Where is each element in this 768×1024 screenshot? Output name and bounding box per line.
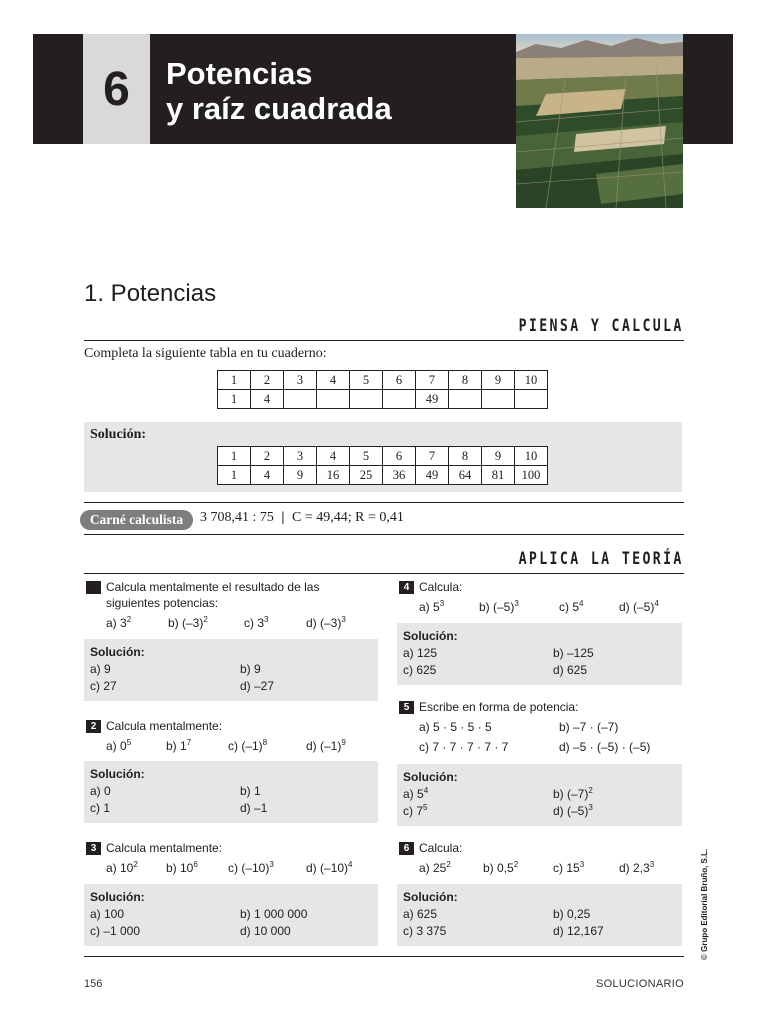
- item-d: d) (–5): [619, 600, 655, 614]
- table-cell: 9: [284, 466, 317, 485]
- exponent: 2: [588, 786, 593, 795]
- exponent: 2: [446, 860, 451, 869]
- exponent: 3: [579, 860, 585, 869]
- divider: [84, 534, 684, 535]
- table-cell: 81: [482, 466, 515, 485]
- table-cell: 3: [284, 371, 317, 390]
- table-cell: 9: [482, 371, 515, 390]
- item-b: b) 1: [166, 739, 187, 753]
- exponent: 8: [262, 738, 268, 747]
- item-a: a) 3: [106, 616, 127, 630]
- solution-item: c) 1: [90, 801, 111, 815]
- solution-box: [397, 623, 682, 685]
- item-d: d) (–3): [306, 616, 342, 630]
- solution-item: b) –125: [553, 646, 594, 660]
- item-b: b) 10: [166, 861, 194, 875]
- table-cell: 5: [350, 447, 383, 466]
- exponent: 3: [649, 860, 655, 869]
- solution-box: [84, 639, 378, 701]
- exponent: 2: [133, 860, 138, 869]
- item-c: c) (–10): [228, 861, 270, 875]
- carne-calculista-badge: Carné calculista: [80, 510, 193, 530]
- item-a: a) 25: [419, 861, 447, 875]
- table-cell: 36: [383, 466, 416, 485]
- banner-aplica-teoria: APLICA LA TEORÍA: [518, 549, 684, 569]
- solution-box: [397, 884, 682, 946]
- chapter-title-line1: Potencias: [166, 56, 313, 91]
- table-cell: 1: [218, 466, 251, 485]
- copyright-notice: © Grupo Editorial Bruño, S.L.: [700, 848, 709, 960]
- exercise-3: [86, 840, 376, 876]
- solution-table: [217, 446, 548, 485]
- exponent: 3: [264, 615, 269, 624]
- table-cell: [515, 390, 548, 409]
- exponent: 3: [269, 860, 274, 869]
- exponent: 5: [423, 803, 428, 812]
- exercise-number: 6: [399, 842, 414, 855]
- table-row: [218, 466, 548, 485]
- table-cell: 49: [416, 390, 449, 409]
- solution-item: d) 10 000: [240, 924, 291, 938]
- exercise-number: 1: [86, 581, 101, 594]
- exponent: 9: [341, 738, 346, 747]
- exponent: 4: [579, 599, 584, 608]
- divider: [84, 956, 684, 957]
- solution-item: d) (–5): [553, 804, 589, 818]
- exercise-text: Calcula mentalmente el resultado de las siguientes potencias:: [106, 580, 320, 610]
- banner-piensa-calcula: PIENSA Y CALCULA: [518, 316, 684, 336]
- separator-bar: |: [281, 510, 285, 525]
- carne-calculista-text: [200, 510, 404, 526]
- solution-item: c) 7: [403, 804, 424, 818]
- table-cell: [383, 390, 416, 409]
- exercise-text: Calcula mentalmente:: [106, 719, 223, 733]
- table-cell: 25: [350, 466, 383, 485]
- solution-item: a) 625: [403, 907, 438, 921]
- exercise-4: [399, 579, 684, 615]
- solution-item: a) 9: [90, 662, 111, 676]
- question-table: [217, 370, 548, 409]
- table-cell: 7: [416, 447, 449, 466]
- item-d: d) (–1): [306, 739, 342, 753]
- solution-item: b) (–7): [553, 787, 589, 801]
- item-b: b) (–3): [168, 616, 204, 630]
- item-d: d) –5 · (–5) · (–5): [559, 740, 651, 754]
- solution-label: Solución:: [90, 890, 145, 904]
- solution-item: b) 9: [240, 662, 261, 676]
- item-d: d) (–10): [306, 861, 349, 875]
- solution-item: a) 100: [90, 907, 125, 921]
- table-cell: 8: [449, 371, 482, 390]
- item-c: c) (–1): [228, 739, 263, 753]
- table-cell: 3: [284, 447, 317, 466]
- solution-item: a) 0: [90, 784, 111, 798]
- table-cell: 100: [515, 466, 548, 485]
- table-row: [218, 390, 548, 409]
- solution-item: b) 1 000 000: [240, 907, 308, 921]
- item-c: c) 7 · 7 · 7 · 7 · 7: [419, 740, 509, 754]
- exponent: 7: [186, 738, 192, 747]
- exercise-number: 3: [86, 842, 101, 855]
- table-cell: 2: [251, 447, 284, 466]
- solution-label: Solución:: [403, 890, 458, 904]
- table-cell: 1: [218, 371, 251, 390]
- exponent: 3: [588, 803, 593, 812]
- landscape-photo: [516, 34, 683, 208]
- table-cell: 10: [515, 371, 548, 390]
- table-row: [218, 371, 548, 390]
- exponent: 4: [423, 786, 429, 795]
- table-cell: [317, 390, 350, 409]
- solution-box: [84, 761, 378, 823]
- table-row: [218, 447, 548, 466]
- solution-item: b) 1: [240, 784, 261, 798]
- item-a: a) 5 · 5 · 5 · 5: [419, 720, 492, 734]
- solution-item: c) –1 000: [90, 924, 141, 938]
- chapter-number: 6: [83, 34, 150, 144]
- solution-label: Solución:: [90, 767, 145, 781]
- footer-solucionario: SOLUCIONARIO: [596, 978, 684, 990]
- solution-item: d) 625: [553, 663, 588, 677]
- exponent: 2: [126, 615, 132, 624]
- table-cell: 2: [251, 371, 284, 390]
- solution-box: [397, 764, 682, 826]
- table-cell: 6: [383, 447, 416, 466]
- exercise-6: [399, 840, 684, 876]
- divider: [84, 502, 684, 503]
- exponent: 2: [203, 615, 208, 624]
- table-cell: [284, 390, 317, 409]
- solution-item: d) 12,167: [553, 924, 604, 938]
- item-b: b) 0,5: [483, 861, 514, 875]
- table-cell: [350, 390, 383, 409]
- intro-text: Completa la siguiente tabla en tu cuaderno:: [84, 346, 327, 361]
- page-number: 156: [84, 978, 103, 990]
- solution-box: [84, 884, 378, 946]
- carne-expression: 3 708,41 : 75: [200, 510, 274, 525]
- solution-item: d) –27: [240, 679, 275, 693]
- exponent: 3: [341, 615, 346, 624]
- divider: [84, 573, 684, 574]
- table-cell: 16: [317, 466, 350, 485]
- exercise-text: Calcula:: [419, 580, 463, 594]
- solution-label: Solución:: [90, 427, 147, 442]
- chapter-title: [166, 56, 392, 126]
- table-cell: 9: [482, 447, 515, 466]
- exponent: 2: [513, 860, 519, 869]
- divider: [84, 340, 684, 341]
- solution-label: Solución:: [403, 629, 458, 643]
- exercise-2: [86, 718, 376, 754]
- item-d: d) 2,3: [619, 861, 650, 875]
- solution-item: c) 3 375: [403, 924, 447, 938]
- table-cell: 64: [449, 466, 482, 485]
- exponent: 5: [126, 738, 132, 747]
- table-cell: 4: [317, 447, 350, 466]
- table-cell: 1: [218, 447, 251, 466]
- solution-item: a) 125: [403, 646, 438, 660]
- solution-item: d) –1: [240, 801, 268, 815]
- solution-item: a) 5: [403, 787, 424, 801]
- table-cell: 1: [218, 390, 251, 409]
- solution-label: Solución:: [90, 645, 145, 659]
- solution-label: Solución:: [403, 770, 458, 784]
- exercise-text: Calcula mentalmente:: [106, 841, 223, 855]
- exercise-number: 4: [399, 581, 414, 594]
- table-cell: 4: [251, 390, 284, 409]
- table-cell: 49: [416, 466, 449, 485]
- exercise-5: [399, 699, 684, 755]
- item-a: a) 10: [106, 861, 134, 875]
- exponent: 4: [654, 599, 659, 608]
- item-a: a) 5: [419, 600, 440, 614]
- item-c: c) 5: [559, 600, 580, 614]
- table-cell: 8: [449, 447, 482, 466]
- chapter-title-line2: y raíz cuadrada: [166, 91, 392, 126]
- exponent: 3: [514, 599, 519, 608]
- table-cell: 4: [251, 466, 284, 485]
- solution-item: b) 0,25: [553, 907, 591, 921]
- section-title: 1. Potencias: [84, 280, 217, 307]
- table-cell: [482, 390, 515, 409]
- carne-result: C = 49,44; R = 0,41: [291, 510, 404, 525]
- item-a: a) 0: [106, 739, 127, 753]
- exponent: 4: [348, 860, 353, 869]
- exercise-number: 2: [86, 720, 101, 733]
- table-cell: 4: [317, 371, 350, 390]
- item-b: b) (–5): [479, 600, 515, 614]
- table-cell: 7: [416, 371, 449, 390]
- solution-item: c) 625: [403, 663, 437, 677]
- exercise-1: [80, 579, 376, 631]
- item-b: b) –7 · (–7): [559, 720, 619, 734]
- exercise-text: Escribe en forma de potencia:: [419, 700, 579, 714]
- table-cell: [449, 390, 482, 409]
- exponent: 6: [193, 860, 198, 869]
- item-c: c) 3: [244, 616, 265, 630]
- item-c: c) 15: [553, 861, 580, 875]
- solution-item: c) 27: [90, 679, 117, 693]
- exercise-number: 5: [399, 701, 414, 714]
- table-cell: 10: [515, 447, 548, 466]
- exponent: 3: [439, 599, 445, 608]
- table-cell: 5: [350, 371, 383, 390]
- table-cell: 6: [383, 371, 416, 390]
- exercise-text: Calcula:: [419, 841, 463, 855]
